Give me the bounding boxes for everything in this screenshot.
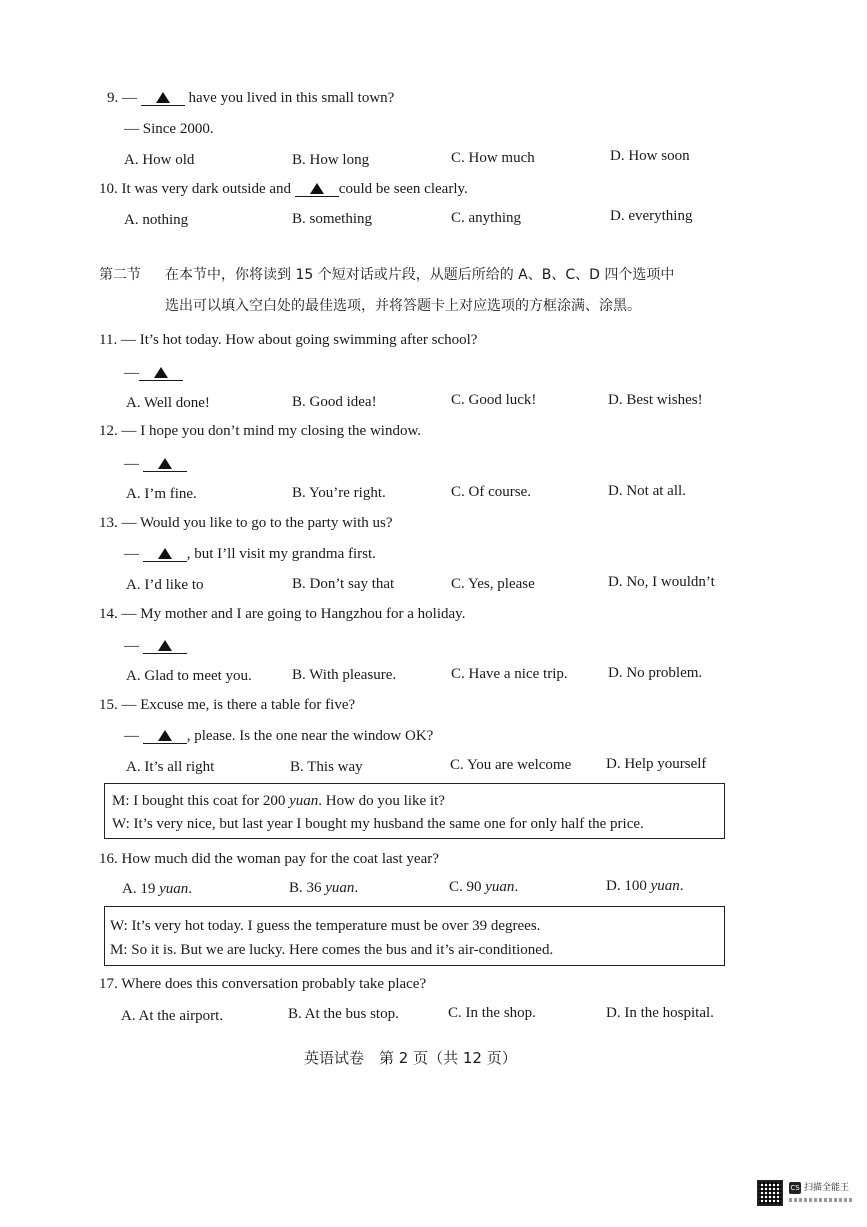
q16-stem xyxy=(99,852,439,867)
q13-option-b[interactable]: B. Don’t say that xyxy=(292,576,395,592)
scanner-watermark xyxy=(757,1178,857,1218)
q11-number: 11. xyxy=(99,332,118,348)
q16-number: 16. xyxy=(99,851,118,867)
dialog1-man-line xyxy=(112,794,445,809)
q17-option-c[interactable]: C. In the shop. xyxy=(448,1005,536,1021)
q12-option-d[interactable]: D. Not at all. xyxy=(608,483,686,499)
q12-answer-blank[interactable] xyxy=(143,457,187,472)
q17-option-b[interactable]: B. At the bus stop. xyxy=(288,1006,399,1022)
q14-option-d[interactable]: D. No problem. xyxy=(608,665,703,681)
q14-stem xyxy=(99,607,465,622)
q14-number: 14. xyxy=(99,606,118,622)
q11-reply xyxy=(124,366,183,381)
triangle-icon xyxy=(154,367,168,378)
q10-option-a[interactable]: A. nothing xyxy=(124,212,189,228)
q11-option-d[interactable]: D. Best wishes! xyxy=(608,392,703,408)
triangle-icon xyxy=(158,640,172,651)
q15-option-c[interactable]: C. You are welcome xyxy=(450,757,572,773)
q17-text: Where does this conversation probably take place? xyxy=(121,976,427,992)
q12-option-b[interactable]: B. You’re right. xyxy=(292,485,386,501)
q9-option-a[interactable]: A. How old xyxy=(124,152,195,168)
q17-option-d[interactable]: D. In the hospital. xyxy=(606,1005,714,1021)
q15-number: 15. xyxy=(99,697,118,713)
triangle-icon xyxy=(158,458,172,469)
triangle-icon xyxy=(310,183,324,194)
q10-option-d[interactable]: D. everything xyxy=(610,208,693,224)
scanner-subtitle-line xyxy=(789,1198,853,1202)
q11-reply-dash: — xyxy=(124,365,139,381)
q15-option-a[interactable]: A. It’s all right xyxy=(126,759,215,775)
q10-stem xyxy=(99,182,468,197)
q15-answer-blank[interactable] xyxy=(143,729,187,744)
q12-number: 12. xyxy=(99,423,118,439)
q9-dash: — xyxy=(122,90,137,106)
q13-line: — Would you like to go to the party with us? xyxy=(121,515,393,531)
q15-line: — Excuse me, is there a table for five? xyxy=(121,697,356,713)
scanner-app-name: 扫描全能王 xyxy=(804,1183,850,1193)
q10-answer-blank[interactable] xyxy=(295,182,339,197)
q11-answer-blank[interactable] xyxy=(139,366,183,381)
q16-text: How much did the woman pay for the coat last year? xyxy=(121,851,439,867)
q9-option-d[interactable]: D. How soon xyxy=(610,148,690,164)
section2-label: 第二节 xyxy=(99,267,141,283)
q9-number: 9. xyxy=(107,90,119,106)
dialog2-woman-line: W: It’s very hot today. I guess the temperature must be over 39 degrees. xyxy=(110,918,541,934)
q12-reply xyxy=(124,457,187,472)
q10-option-c[interactable]: C. anything xyxy=(451,210,521,226)
q11-line: — It’s hot today. How about going swimming after school? xyxy=(120,332,478,348)
q15-option-b[interactable]: B. This way xyxy=(290,759,363,775)
q11-stem xyxy=(99,333,477,348)
q17-option-a[interactable]: A. At the airport. xyxy=(121,1008,224,1024)
q12-option-a[interactable]: A. I’m fine. xyxy=(126,486,197,502)
q14-option-c[interactable]: C. Have a nice trip. xyxy=(451,666,568,682)
q11-option-c[interactable]: C. Good luck! xyxy=(451,392,537,408)
dialog1-yuan: yuan xyxy=(289,793,319,809)
q9-answer-blank[interactable] xyxy=(141,91,185,106)
q16-option-b[interactable]: B. 36 yuan. xyxy=(289,880,359,896)
q14-option-b[interactable]: B. With pleasure. xyxy=(292,667,397,683)
q17-number: 17. xyxy=(99,976,118,992)
q12-line: — I hope you don’t mind my closing the window. xyxy=(121,423,422,439)
q12-stem xyxy=(99,424,421,439)
q12-option-c[interactable]: C. Of course. xyxy=(451,484,531,500)
page-footer: 英语试卷 第 2 页（共 12 页） xyxy=(304,1049,517,1067)
q13-reply-dash: — xyxy=(124,546,139,562)
triangle-icon xyxy=(158,730,172,741)
section2-instruction-line1: 在本节中，你将读到 15 个短对话或片段，从题后所给的 A、B、C、D 四个选项中 xyxy=(165,267,675,283)
q16-option-a[interactable]: A. 19 yuan. xyxy=(122,881,193,897)
q10-text-after: could be seen clearly. xyxy=(338,181,468,197)
q10-number: 10. xyxy=(99,181,118,197)
q13-answer-blank[interactable] xyxy=(143,547,187,562)
section2-instruction-line2: 选出可以填入空白处的最佳选项，并将答题卡上对应选项的方框涂满、涂黑。 xyxy=(165,298,641,314)
q13-stem xyxy=(99,516,393,531)
q14-reply xyxy=(124,639,187,654)
q13-option-a[interactable]: A. I’d like to xyxy=(126,577,204,593)
q15-option-d[interactable]: D. Help yourself xyxy=(606,756,707,772)
q15-reply xyxy=(124,729,433,744)
q15-reply-dash: — xyxy=(124,728,139,744)
q14-reply-dash: — xyxy=(124,638,139,654)
q16-option-c[interactable]: C. 90 yuan. xyxy=(449,879,519,895)
q9-option-c[interactable]: C. How much xyxy=(451,150,535,166)
triangle-icon xyxy=(158,548,172,559)
q13-option-d[interactable]: D. No, I wouldn’t xyxy=(608,574,715,590)
q10-option-b[interactable]: B. something xyxy=(292,211,373,227)
dialog2-man-line: M: So it is. But we are lucky. Here comes the bus and it’s air-conditioned. xyxy=(110,942,554,958)
q9-reply: — Since 2000. xyxy=(124,121,214,137)
dialog1-man-text: M: I bought this coat for 200 xyxy=(112,793,286,809)
q9-text: have you lived in this small town? xyxy=(188,90,395,106)
q12-reply-dash: — xyxy=(124,456,139,472)
q14-answer-blank[interactable] xyxy=(143,639,187,654)
q13-option-c[interactable]: C. Yes, please xyxy=(451,576,535,592)
q13-reply-after: , but I’ll visit my grandma first. xyxy=(186,546,376,562)
qr-code-icon xyxy=(757,1180,783,1206)
q14-line: — My mother and I are going to Hangzhou for a holiday. xyxy=(121,606,466,622)
dialog1-woman-line: W: It’s very nice, but last year I bought my husband the same one for only half the price. xyxy=(112,816,644,832)
dialog1-man-text-end: . How do you like it? xyxy=(318,793,445,809)
q11-option-b[interactable]: B. Good idea! xyxy=(292,394,377,410)
q9-stem xyxy=(107,91,394,106)
q14-option-a[interactable]: A. Glad to meet you. xyxy=(126,668,252,684)
q13-number: 13. xyxy=(99,515,118,531)
triangle-icon xyxy=(156,92,170,103)
q9-option-b[interactable]: B. How long xyxy=(292,152,370,168)
q13-reply xyxy=(124,547,376,562)
q16-option-d[interactable]: D. 100 yuan. xyxy=(606,878,684,894)
q10-text-before: It was very dark outside and xyxy=(121,181,292,197)
q15-stem xyxy=(99,698,355,713)
q17-stem xyxy=(99,977,426,992)
cs-logo-icon: CS xyxy=(790,1184,800,1192)
q15-reply-after: , please. Is the one near the window OK? xyxy=(186,728,434,744)
q11-option-a[interactable]: A. Well done! xyxy=(126,395,210,411)
